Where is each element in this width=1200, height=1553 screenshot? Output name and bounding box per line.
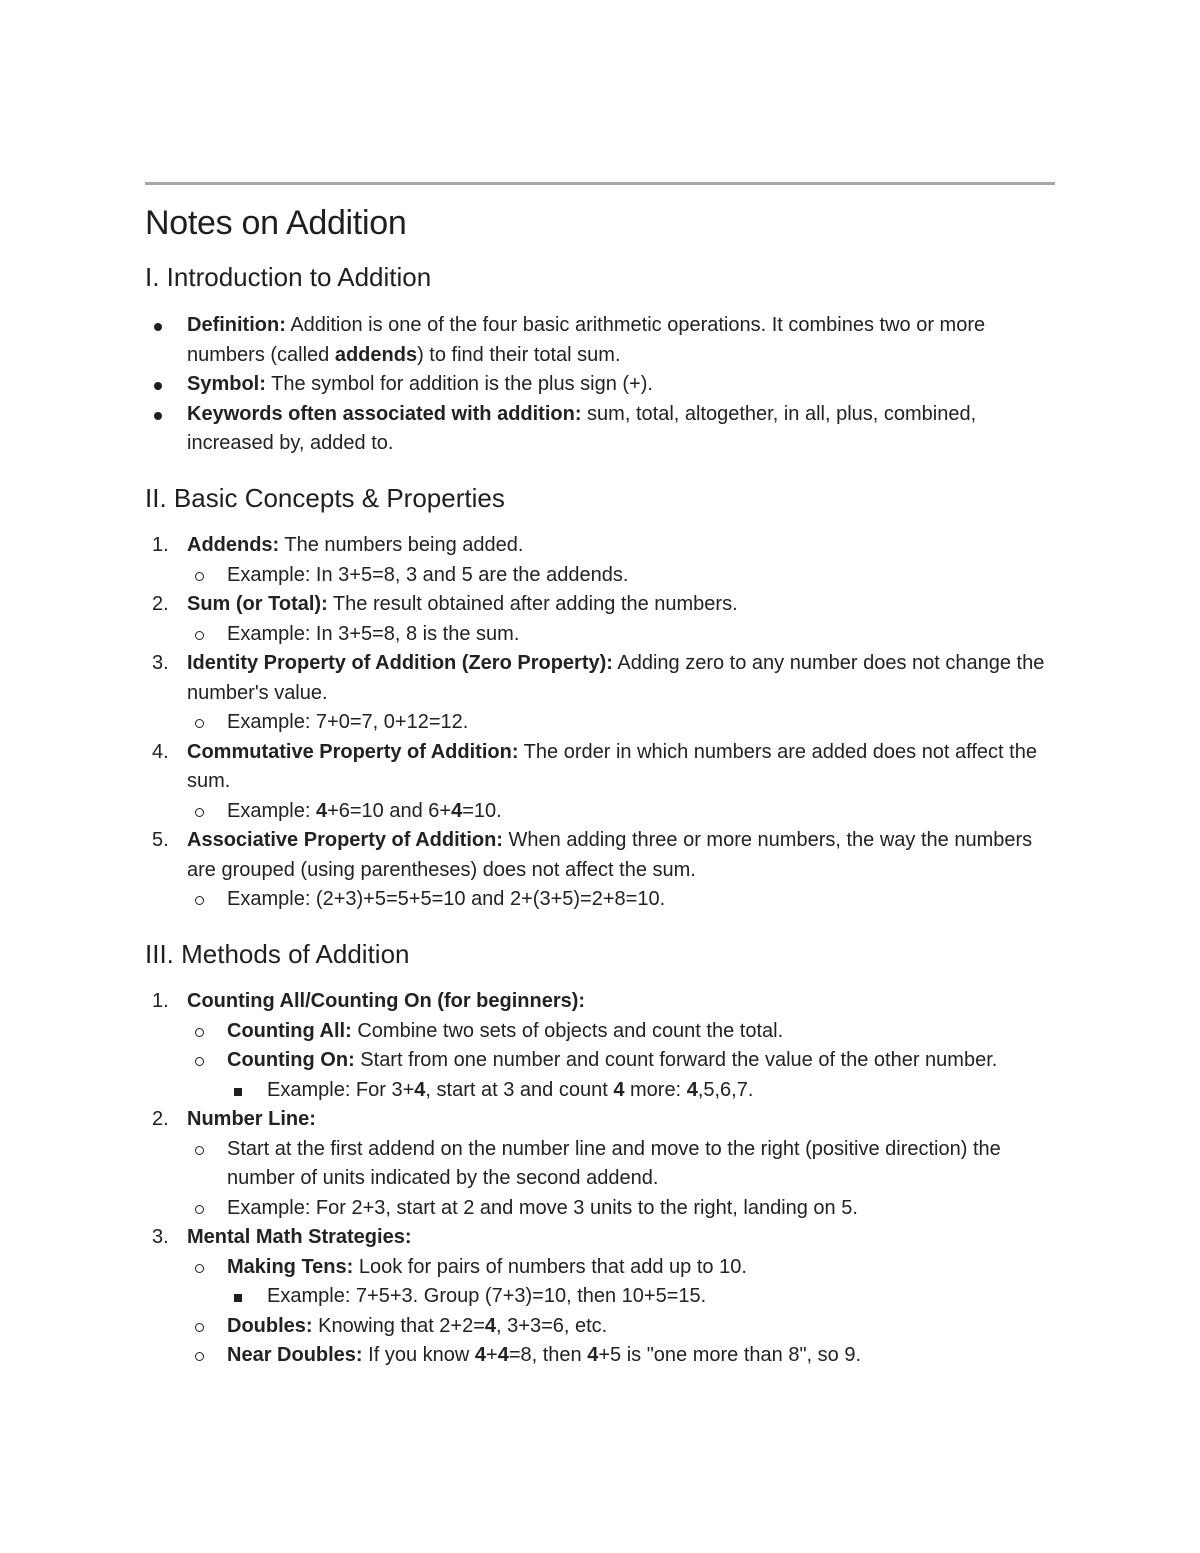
circle-bullet-icon	[195, 1264, 204, 1273]
sub-list-item: Example: In 3+5=8, 8 is the sum.	[145, 620, 1055, 650]
sub-list-item: Counting All: Combine two sets of objects and count the total.	[145, 1017, 1055, 1047]
circle-bullet-icon	[195, 1352, 204, 1361]
section-1-heading: I. Introduction to Addition	[145, 262, 432, 292]
sub-list-item: Example: 4+6=10 and 6+4=10.	[145, 797, 1055, 827]
circle-bullet-icon	[195, 631, 204, 640]
circle-bullet-icon	[195, 808, 204, 817]
section-2-list	[145, 531, 1055, 915]
section-1-list	[145, 311, 1055, 459]
sub-list-item: Example: In 3+5=8, 3 and 5 are the addends.	[145, 561, 1055, 591]
square-bullet-icon	[234, 1088, 242, 1096]
circle-bullet-icon	[195, 896, 204, 905]
circle-bullet-icon	[195, 572, 204, 581]
sub-list-item: Example: 7+0=7, 0+12=12.	[145, 708, 1055, 738]
circle-bullet-icon	[195, 1028, 204, 1037]
sub-list-item: Counting On: Start from one number and count forward the value of the other number.	[145, 1046, 1055, 1076]
list-item: Definition: Addition is one of the four basic arithmetic operations. It combines two or more numbers (called addends) to find their total sum.	[145, 311, 1055, 370]
sub-list-item: Start at the first addend on the number line and move to the right (positive direction) the number of units indicated by the second addend.	[145, 1135, 1055, 1194]
circle-bullet-icon	[195, 1205, 204, 1214]
list-item: Symbol: The symbol for addition is the plus sign (+).	[145, 370, 1055, 400]
section-3-list	[145, 987, 1055, 1371]
sub-sub-list-item: Example: For 3+4, start at 3 and count 4 more: 4,5,6,7.	[145, 1076, 1055, 1106]
list-item: Keywords often associated with addition: sum, total, altogether, in all, plus, combined, increased by, added to.	[145, 400, 1055, 459]
list-item: 2. Number Line:	[152, 1108, 316, 1130]
sub-list-item: Example: (2+3)+5=5+5=10 and 2+(3+5)=2+8=10.	[145, 885, 1055, 915]
bullet-icon	[154, 412, 162, 420]
section-2-heading: II. Basic Concepts & Properties	[145, 483, 505, 513]
list-item: 4. Commutative Property of Addition: The order in which numbers are added does not affect the sum.	[152, 740, 1037, 792]
sub-list-item: Near Doubles: If you know 4+4=8, then 4+5 is "one more than 8", so 9.	[145, 1341, 1055, 1371]
sub-sub-list-item: Example: 7+5+3. Group (7+3)=10, then 10+5=15.	[145, 1282, 1055, 1312]
horizontal-rule	[145, 182, 1055, 185]
sub-list-item: Doubles: Knowing that 2+2=4, 3+3=6, etc.	[145, 1312, 1055, 1342]
bullet-icon	[154, 323, 162, 331]
list-item: 3. Identity Property of Addition (Zero Property): Adding zero to any number does not change the number's value.	[152, 652, 1045, 704]
page-title: Notes on Addition	[145, 204, 407, 242]
sub-list-item: Making Tens: Look for pairs of numbers that add up to 10.	[145, 1253, 1055, 1283]
bullet-icon	[154, 382, 162, 390]
list-item: 1. Counting All/Counting On (for beginners):	[152, 990, 586, 1012]
list-item: 1. Addends: The numbers being added.	[152, 534, 524, 556]
list-item: 3. Mental Math Strategies:	[152, 1226, 412, 1248]
list-item: 2. Sum (or Total): The result obtained after adding the numbers.	[152, 593, 738, 615]
list-item: 5. Associative Property of Addition: When adding three or more numbers, the way the numbers are grouped (using parentheses) does not affect the sum.	[152, 829, 1033, 881]
circle-bullet-icon	[195, 1323, 204, 1332]
circle-bullet-icon	[195, 719, 204, 728]
sub-list-item: Example: For 2+3, start at 2 and move 3 units to the right, landing on 5.	[145, 1194, 1055, 1224]
section-3-heading: III. Methods of Addition	[145, 939, 410, 969]
circle-bullet-icon	[195, 1057, 204, 1066]
circle-bullet-icon	[195, 1146, 204, 1155]
square-bullet-icon	[234, 1294, 242, 1302]
